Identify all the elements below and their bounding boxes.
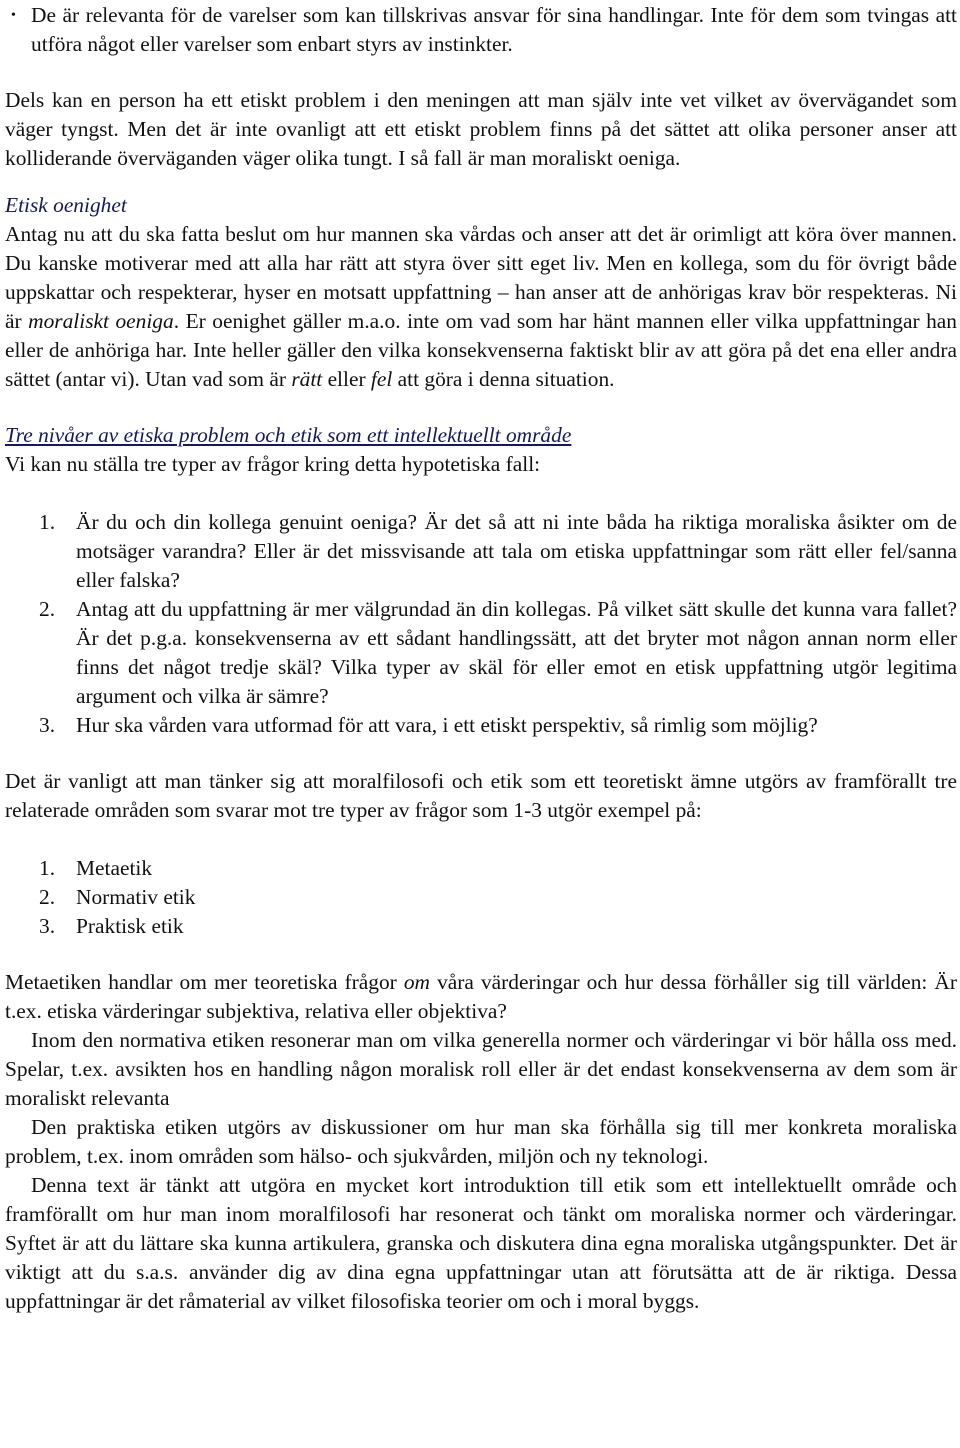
list-item [5, 912, 957, 941]
section-heading-etisk-oenighet: Etisk oenighet [5, 193, 127, 217]
list-item [5, 595, 957, 711]
list-item [5, 711, 957, 740]
paragraph-intro-questions: Vi kan nu ställa tre typer av frågor kring detta hypotetiska fall: [5, 452, 541, 476]
list-number: 2. [39, 597, 56, 621]
list-item-text: Normativ etik [76, 885, 196, 909]
emphasis-om: om [403, 970, 431, 994]
emphasis-fel: fel [370, 367, 393, 391]
spacer [5, 173, 957, 191]
spacer [5, 59, 957, 86]
text-run: . Er oenighet gäller m.a.o. inte om vad som har hänt mannen eller vilka uppfattningar han eller de anhöriga har. Inte heller gäller den vilka konsekvenserna faktiskt blir av att göra på det ena eller andra sättet (antar vi). Utan vad som är [5, 309, 957, 391]
bullet-text: De är relevanta för de varelser som kan tillskrivas ansvar för sina handlingar. Inte för dem som tvingas att utföra något eller varelser som enbart styrs av instinkter. [31, 3, 957, 56]
list-number: 1. [39, 510, 56, 534]
bullet-marker: • [11, 8, 16, 23]
emphasis-moraliskt-oeniga: moraliskt oeniga [28, 309, 174, 333]
spacer [5, 941, 957, 968]
text-run: Metaetiken handlar om mer teoretiska frågor [5, 970, 404, 994]
list-item-text: Hur ska vården vara utformad för att vara, i ett etiskt perspektiv, så rimlig som möjlig? [76, 713, 818, 737]
emphasis-ratt: rätt [291, 367, 323, 391]
paragraph-normativ: Inom den normativa etiken resonerar man om vilka generella normer och värderingar vi bör hålla oss med. Spelar, t.ex. avsikten hos en handling någon moralisk roll eller är det endast konsekvenserna av dem som är moraliskt relevanta [5, 1028, 957, 1110]
paragraph-etisk-oenighet [5, 220, 957, 394]
list-number: 3. [39, 713, 56, 737]
paragraph-praktisk: Den praktiska etiken utgörs av diskussioner om hur man ska förhålla sig till mer konkreta moraliska problem, t.ex. inom områden som hälso- och sjukvården, miljön och ny teknologi. [5, 1115, 957, 1168]
list-item [5, 883, 957, 912]
list-item-text: Metaetik [76, 856, 153, 880]
spacer [5, 825, 957, 854]
text-run: eller [322, 367, 371, 391]
bullet-item [5, 1, 957, 59]
list-item [5, 854, 957, 883]
section-heading-tre-nivaer: Tre nivåer av etiska problem och etik som ett intellektuellt område [5, 423, 572, 447]
spacer [5, 394, 957, 421]
list-item-text: Antag att du uppfattning är mer välgrundad än din kollegas. På vilket sätt skulle det kunna vara fallet? Är det p.g.a. konsekvenserna av ett sådant handlingssätt, att det bryter mot någon annan norm eller finns det något tredje skäl? Vilka typer av skäl för eller emot en etisk uppfattning utgör legitima argument och vilka är sämre? [76, 597, 957, 708]
paragraph-moralfilosofi: Det är vanligt att man tänker sig att moralfilosofi och etik som ett teoretiskt ämne utgörs av framförallt tre relaterade områden som svarar mot tre typer av frågor som 1-3 utgör exempel på: [5, 769, 957, 822]
list-item-text: Praktisk etik [76, 914, 184, 938]
list-number: 2. [39, 885, 56, 909]
spacer [5, 479, 957, 508]
list-number: 3. [39, 914, 56, 938]
list-item-text: Är du och din kollega genuint oeniga? Är det så att ni inte båda ha riktiga moraliska åsikter om de motsäger varandra? Eller är det missvisande att tala om etiska uppfattningar som rätt eller fel/sanna eller falska? [76, 510, 957, 592]
areas-list [5, 854, 957, 941]
text-run: våra värderingar och hur dessa förhåller sig till världen: Är t.ex. etiska värderingar subjektiva, relativa eller objektiva? [5, 970, 957, 1023]
questions-list [5, 508, 957, 740]
paragraph-denna-text: Denna text är tänkt att utgöra en mycket kort introduktion till etik som ett intellektuellt område och framförallt om hur man inom moralfilosofi har resonerat och tänkt om moraliska normer och värderingar. Syftet är att du lättare ska kunna artikulera, granska och diskutera dina egna moraliska utgångspunkter. Det är viktigt att du s.a.s. använder dig av dina egna uppfattningar utan att förutsätta att de är riktiga. Dessa uppfattningar är det råmaterial av vilket filosofiska teorier om och i moral byggs. [5, 1173, 957, 1313]
list-number: 1. [39, 856, 56, 880]
spacer [5, 740, 957, 767]
list-item [5, 508, 957, 595]
text-run: Antag nu att du ska fatta beslut om hur mannen ska vårdas och anser att det är orimligt att köra över mannen. Du kanske motiverar med att alla har rätt att styra över sitt eget liv. Men en kollega, som du för övrigt både uppskattar och respekterar, hyser en motsatt uppfattning – han anser att de anhörigas krav bör respekteras. Ni är [5, 222, 957, 333]
paragraph-dels: Dels kan en person ha ett etiskt problem i den meningen att man själv inte vet vilket av övervägandet som väger tyngst. Men det är inte ovanligt att ett etiskt problem finns på det sättet att olika personer anser att kolliderande överväganden väger olika tungt. I så fall är man moraliskt oeniga. [5, 88, 957, 170]
text-run: att göra i denna situation. [392, 367, 615, 391]
paragraph-metaetik [5, 968, 957, 1026]
document-page [5, 0, 957, 1316]
